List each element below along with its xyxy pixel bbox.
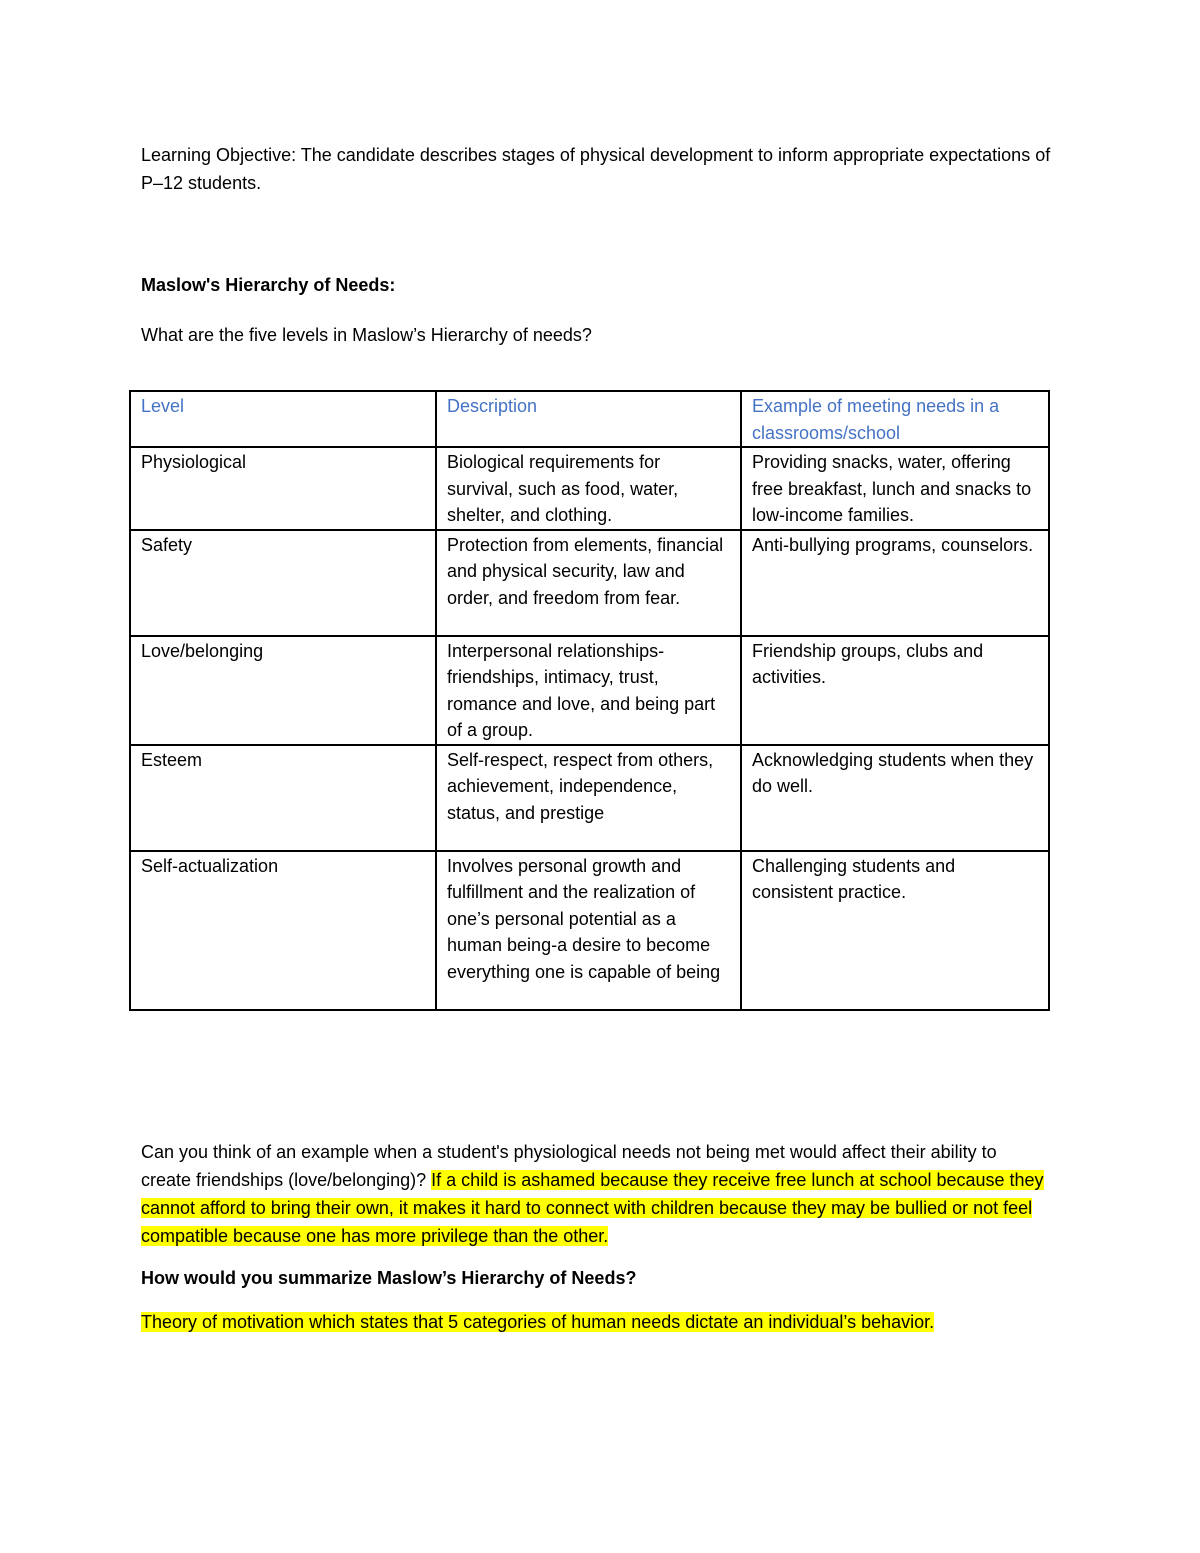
document-bottom: [141, 1138, 1051, 1336]
question-summarize: How would you summarize Maslow’s Hierarchy of Needs?: [141, 1268, 637, 1288]
description-cell: Self-respect, respect from others, achievement, independence, status, and prestige: [436, 745, 741, 851]
level-cell: Love/belonging: [130, 636, 436, 745]
example-cell: Acknowledging students when they do well.: [741, 745, 1049, 851]
question-five-levels: What are the five levels in Maslow’s Hierarchy of needs?: [141, 325, 592, 345]
level-cell: Safety: [130, 530, 436, 636]
table-row: [130, 636, 1049, 745]
question-text: Can you think of an example when a student's physiological needs not being met would affect their ability to create friendships (love/belonging)?: [141, 1142, 997, 1190]
level-cell: Self-actualization: [130, 851, 436, 1010]
description-cell: Protection from elements, financial and physical security, law and order, and freedom from fear.: [436, 530, 741, 636]
table-row: [130, 530, 1049, 636]
example-cell: Challenging students and consistent practice.: [741, 851, 1049, 1010]
section-heading: Maslow's Hierarchy of Needs:: [141, 275, 396, 295]
highlighted-summary: Theory of motivation which states that 5 categories of human needs dictate an individual’s behavior.: [141, 1312, 935, 1332]
table-row: [130, 745, 1049, 851]
description-cell: Biological requirements for survival, such as food, water, shelter, and clothing.: [436, 447, 741, 530]
level-cell: Esteem: [130, 745, 436, 851]
description-cell: Interpersonal relationships- friendships, intimacy, trust, romance and love, and being part of a group.: [436, 636, 741, 745]
example-cell: Providing snacks, water, offering free breakfast, lunch and snacks to low-income families.: [741, 447, 1049, 530]
level-cell: Physiological: [130, 447, 436, 530]
summary-answer: [141, 1308, 1051, 1336]
question-physiological-friendship: [141, 1138, 1051, 1250]
highlighted-answer: If a child is ashamed because they receive free lunch at school because they cannot afford to bring their own, it makes it hard to connect with children because they may be bullied or not feel compatible because one has more privilege than the other.: [141, 1170, 1044, 1246]
table-header-row: [130, 391, 1049, 447]
header-example: Example of meeting needs in a classrooms/school: [741, 391, 1049, 447]
table-row: [130, 447, 1049, 530]
example-cell: Anti-bullying programs, counselors.: [741, 530, 1049, 636]
example-cell: Friendship groups, clubs and activities.: [741, 636, 1049, 745]
description-cell: Involves personal growth and fulfillment and the realization of one’s personal potential as a human being-a desire to become everything one is capable of being: [436, 851, 741, 1010]
header-level: Level: [130, 391, 436, 447]
header-description: Description: [436, 391, 741, 447]
table-row: [130, 851, 1049, 1010]
learning-objective: Learning Objective: The candidate describes stages of physical development to inform appropriate expectations of P–12 students.: [141, 145, 1051, 193]
maslow-table: [129, 390, 1050, 1011]
document-top: [141, 141, 1051, 349]
